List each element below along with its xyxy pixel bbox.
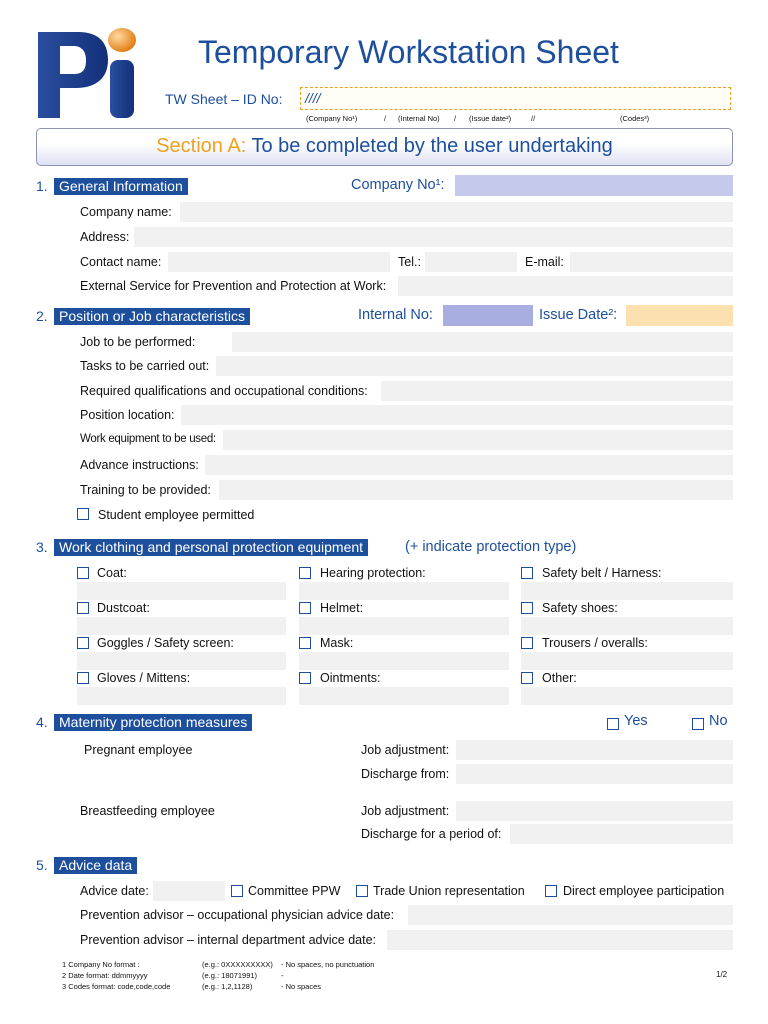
tel-label: Tel.: xyxy=(398,255,421,269)
s1-title: General Information xyxy=(54,178,188,195)
external-service-label: External Service for Prevention and Protection at Work: xyxy=(80,279,387,293)
email-field[interactable] xyxy=(570,252,733,272)
id-sub-issue: (Issue date²) xyxy=(469,114,512,123)
goggles-field[interactable] xyxy=(77,652,286,670)
company-name-field[interactable] xyxy=(180,202,733,222)
footnote-2-note: - xyxy=(281,971,284,980)
direct-label: Direct employee participation xyxy=(563,884,725,898)
discharge-period-label: Discharge for a period of: xyxy=(361,827,502,841)
contact-label: Contact name: xyxy=(80,255,162,269)
safety-shoes-label: Safety shoes: xyxy=(542,601,618,615)
union-checkbox[interactable] xyxy=(356,885,368,897)
id-value: //// xyxy=(305,90,321,106)
hearing-label: Hearing protection: xyxy=(320,566,426,580)
footnote-1-label: 1 Company No format : xyxy=(62,960,140,969)
mask-checkbox[interactable] xyxy=(299,637,311,649)
page-title: Temporary Workstation Sheet xyxy=(198,34,619,70)
discharge-from-label: Discharge from: xyxy=(361,767,450,781)
ointments-field[interactable] xyxy=(299,687,509,705)
id-sub-sep2: / xyxy=(454,114,457,123)
footnote-2-label: 2 Date format: ddmmyyyy xyxy=(62,971,148,980)
address-label: Address: xyxy=(80,230,130,244)
gloves-checkbox[interactable] xyxy=(77,672,89,684)
company-name-label: Company name: xyxy=(80,205,172,219)
issue-date-field[interactable] xyxy=(626,305,733,326)
tasks-field[interactable] xyxy=(216,356,733,376)
footnote-1-eg: (e.g.: 0XXXXXXXXX) xyxy=(202,960,273,969)
page-number: 1/2 xyxy=(716,970,728,979)
section-a-prefix: Section A: xyxy=(156,135,247,157)
advice-date-field[interactable] xyxy=(153,881,225,901)
safety-shoes-field[interactable] xyxy=(521,617,733,635)
no-label: No xyxy=(709,713,728,729)
mask-field[interactable] xyxy=(299,652,509,670)
logo xyxy=(36,24,144,122)
id-field[interactable] xyxy=(300,87,731,110)
id-sub-sep1: / xyxy=(384,114,387,123)
safety-belt-field[interactable] xyxy=(521,582,733,600)
helmet-field[interactable] xyxy=(299,617,509,635)
ointments-label: Ointments: xyxy=(320,671,381,685)
physician-label: Prevention advisor – occupational physician advice date: xyxy=(80,908,395,922)
internal-no-field[interactable] xyxy=(443,305,533,326)
goggles-checkbox[interactable] xyxy=(77,637,89,649)
s3-note: (+ indicate protection type) xyxy=(405,539,577,555)
job-label: Job to be performed: xyxy=(80,335,196,349)
id-label: TW Sheet – ID No: xyxy=(165,91,283,107)
goggles-label: Goggles / Safety screen: xyxy=(97,636,234,650)
footnote-3-note: - No spaces xyxy=(281,982,322,991)
job-adj2-field[interactable] xyxy=(456,801,733,821)
job-adj2-label: Job adjustment: xyxy=(361,804,450,818)
equipment-field[interactable] xyxy=(223,430,733,450)
s4-number: 4. xyxy=(36,714,48,730)
contact-field[interactable] xyxy=(168,252,390,272)
union-label: Trade Union representation xyxy=(373,884,525,898)
hearing-field[interactable] xyxy=(299,582,509,600)
committee-checkbox[interactable] xyxy=(231,885,243,897)
gloves-label: Gloves / Mittens: xyxy=(97,671,191,685)
hearing-checkbox[interactable] xyxy=(299,567,311,579)
safety-belt-checkbox[interactable] xyxy=(521,567,533,579)
other-checkbox[interactable] xyxy=(521,672,533,684)
breastfeeding-label: Breastfeeding employee xyxy=(80,804,215,818)
email-label: E-mail: xyxy=(525,255,564,269)
address-field[interactable] xyxy=(134,227,733,247)
id-sub-internal: (Internal No) xyxy=(398,114,440,123)
s2-title: Position or Job characteristics xyxy=(54,308,250,325)
mask-label: Mask: xyxy=(320,636,354,650)
issue-date-label: Issue Date²: xyxy=(539,307,618,323)
training-field[interactable] xyxy=(219,480,733,500)
quals-label: Required qualifications and occupational conditions: xyxy=(80,384,368,398)
tel-field[interactable] xyxy=(425,252,517,272)
advance-field[interactable] xyxy=(205,455,733,475)
helmet-label: Helmet: xyxy=(320,601,364,615)
job-field[interactable] xyxy=(232,332,733,352)
student-checkbox[interactable] xyxy=(77,508,89,520)
footnote-3-eg: (e.g.: 1,2,1128) xyxy=(202,982,253,991)
s2-number: 2. xyxy=(36,308,48,324)
gloves-field[interactable] xyxy=(77,687,286,705)
footnote-3-label: 3 Codes format: code,code,code xyxy=(62,982,171,991)
internal-dept-label: Prevention advisor – internal department advice date: xyxy=(80,933,377,947)
tasks-label: Tasks to be carried out: xyxy=(80,359,210,373)
ointments-checkbox[interactable] xyxy=(299,672,311,684)
helmet-checkbox[interactable] xyxy=(299,602,311,614)
other-label: Other: xyxy=(542,671,577,685)
direct-checkbox[interactable] xyxy=(545,885,557,897)
company-no-label: Company No¹: xyxy=(351,177,445,193)
yes-label: Yes xyxy=(624,713,648,729)
yes-checkbox[interactable] xyxy=(607,718,619,730)
section-a-banner xyxy=(36,128,733,166)
id-sub-sep3: // xyxy=(531,114,536,123)
dustcoat-label: Dustcoat: xyxy=(97,601,150,615)
advance-label: Advance instructions: xyxy=(80,458,199,472)
quals-field[interactable] xyxy=(381,381,733,401)
company-no-field[interactable] xyxy=(455,175,733,196)
coat-checkbox[interactable] xyxy=(77,567,89,579)
trousers-checkbox[interactable] xyxy=(521,637,533,649)
committee-label: Committee PPW xyxy=(248,884,341,898)
safety-belt-label: Safety belt / Harness: xyxy=(542,566,662,580)
student-label: Student employee permitted xyxy=(98,508,255,522)
logo-mark xyxy=(36,24,144,122)
discharge-from-field[interactable] xyxy=(456,764,733,784)
coat-field[interactable] xyxy=(77,582,286,600)
location-label: Position location: xyxy=(80,408,175,422)
s1-number: 1. xyxy=(36,178,48,194)
job-adj-field[interactable] xyxy=(456,740,733,760)
s4-title: Maternity protection measures xyxy=(54,714,252,731)
coat-label: Coat: xyxy=(97,566,127,580)
pregnant-label: Pregnant employee xyxy=(84,743,193,757)
internal-dept-field[interactable] xyxy=(387,930,733,950)
s5-number: 5. xyxy=(36,857,48,873)
id-sub-codes: (Codes³) xyxy=(620,114,650,123)
training-label: Training to be provided: xyxy=(80,483,211,497)
internal-no-label: Internal No: xyxy=(358,307,433,323)
dustcoat-field[interactable] xyxy=(77,617,286,635)
location-field[interactable] xyxy=(181,405,733,425)
physician-field[interactable] xyxy=(408,905,733,925)
section-a-title: To be completed by the user undertaking xyxy=(251,135,613,157)
footnote-1-note: - No spaces, no punctuation xyxy=(281,960,375,969)
s3-number: 3. xyxy=(36,539,48,555)
no-checkbox[interactable] xyxy=(692,718,704,730)
job-adj-label: Job adjustment: xyxy=(361,743,450,757)
discharge-period-field[interactable] xyxy=(510,824,733,844)
other-field[interactable] xyxy=(521,687,733,705)
s3-title: Work clothing and personal protection equipment xyxy=(54,539,368,556)
external-service-field[interactable] xyxy=(398,276,733,296)
dustcoat-checkbox[interactable] xyxy=(77,602,89,614)
trousers-field[interactable] xyxy=(521,652,733,670)
s5-title: Advice data xyxy=(54,857,137,874)
footnote-2-eg: (e.g.: 18071991) xyxy=(202,971,258,980)
equipment-label: Work equipment to be used: xyxy=(80,433,216,445)
safety-shoes-checkbox[interactable] xyxy=(521,602,533,614)
advice-date-label: Advice date: xyxy=(80,884,149,898)
id-sub-company: (Company No¹) xyxy=(306,114,358,123)
trousers-label: Trousers / overalls: xyxy=(542,636,648,650)
